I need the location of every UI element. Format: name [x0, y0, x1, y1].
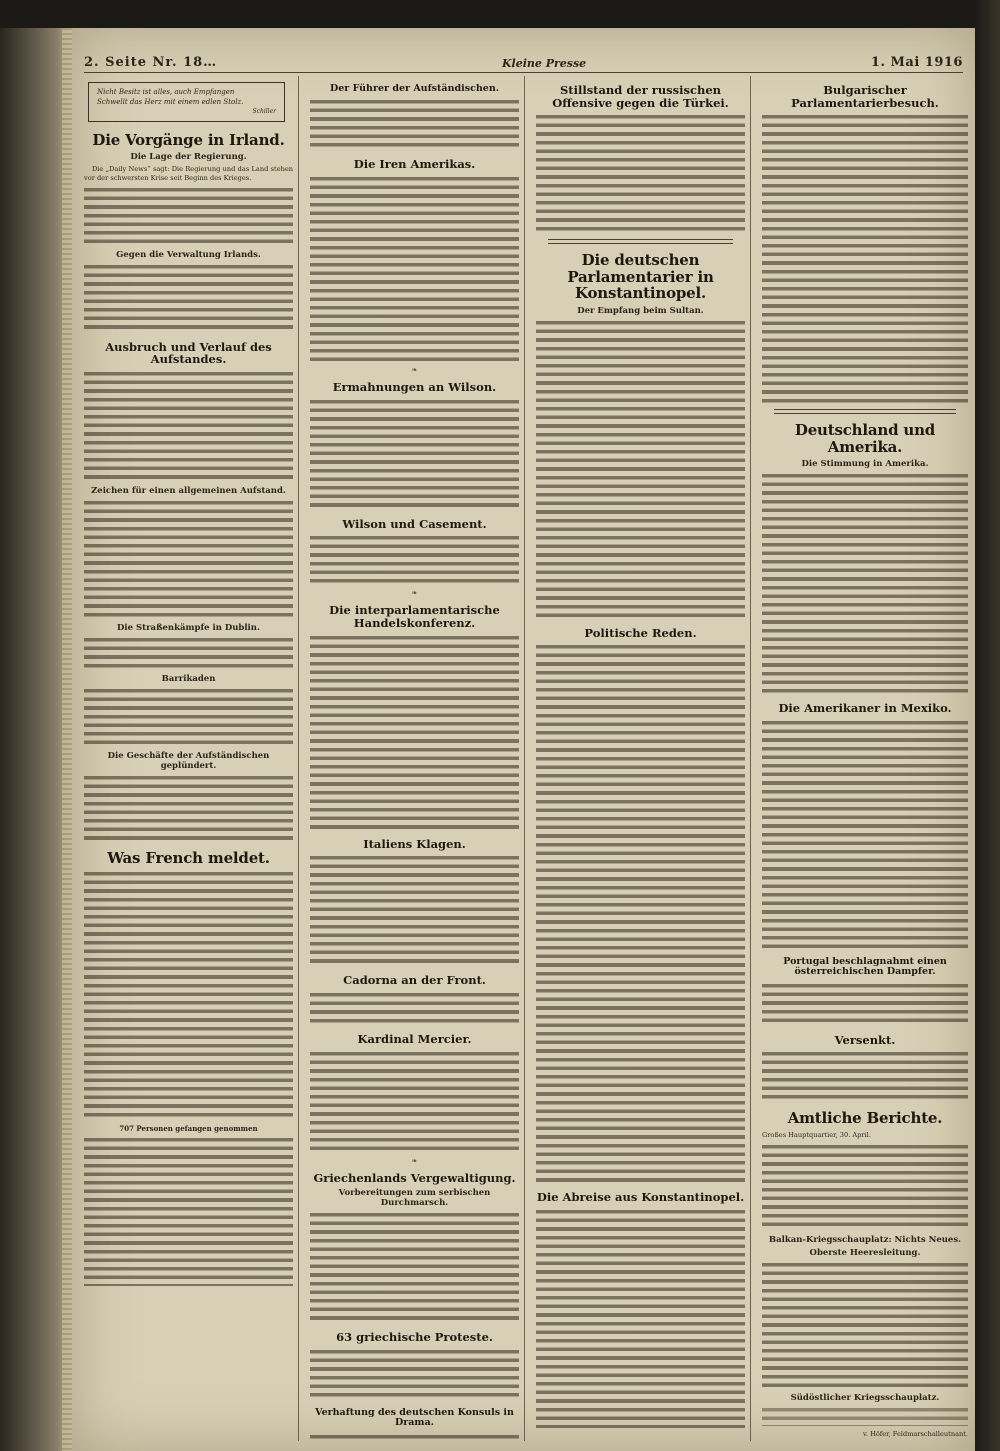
article-text-block — [762, 1143, 968, 1231]
article-text-block — [84, 870, 293, 1120]
report-signature: v. Höfer, Feldmarschalleutnant. — [862, 1429, 968, 1438]
headline-ireland: Die Vorgänge in Irland. — [92, 130, 285, 149]
article-text-block — [762, 1406, 968, 1426]
column-grid — [84, 76, 968, 1441]
headline-germany-america: Deutschland und Amerika. — [794, 421, 936, 456]
section-divider: ❧ — [411, 366, 418, 375]
headline-rebel-leader: Der Führer der Aufständischen. — [329, 83, 500, 94]
headline-french-reports: Was French meldet. — [107, 848, 270, 867]
article-text-block — [310, 534, 519, 586]
article-text-block — [310, 1050, 519, 1154]
epigraph-line-2: Schwellt das Herz mit einem edlen Stolz. — [97, 97, 244, 106]
paper-name: Kleine Presse — [501, 57, 587, 70]
headline-parliamentarians-constantinople: Die deutschen Parlamentarier in Konstantinopel. — [567, 251, 714, 303]
section-rule — [548, 239, 733, 244]
article-text-block — [310, 991, 519, 1025]
headline-greece: Griechenlands Vergewaltigung. — [313, 1170, 516, 1185]
headline-wilson-casement: Wilson und Casement. — [342, 516, 487, 531]
newspaper-page — [72, 28, 975, 1451]
article-text-block — [84, 774, 293, 842]
article-text-block — [762, 113, 968, 403]
subhead-serbian-march: Vorbereitungen zum serbischen Durchmarsch. — [338, 1188, 491, 1209]
article-text-block — [762, 472, 968, 694]
article-text-block — [536, 643, 745, 1183]
column-1 — [84, 76, 299, 1441]
article-text-block — [84, 263, 293, 333]
subhead-street-fights: Die Straßenkämpfe in Dublin. — [117, 622, 260, 633]
article-text-block — [310, 1211, 519, 1323]
headline-irish-americans: Die Iren Amerikas. — [353, 157, 476, 172]
article-text-block — [310, 634, 519, 830]
headline-cadorna: Cadorna an der Front. — [343, 973, 486, 988]
headline-consul-arrest: Verhaftung des deutschen Konsuls in Drama. — [315, 1406, 514, 1429]
headline-portugal-steamer: Portugal beschlagnahmt einen österreichischen Dampfer. — [783, 955, 947, 978]
headline-sunk: Versenkt. — [834, 1032, 896, 1047]
section-divider: ❧ — [411, 589, 418, 598]
subhead-barricades: Barrikaden — [161, 673, 216, 684]
article-text-block — [84, 186, 293, 246]
epigraph-box — [88, 82, 285, 122]
column-2 — [310, 76, 525, 1441]
section-divider: ❧ — [411, 1156, 418, 1165]
headline-uprising: Ausbruch und Verlauf des Aufstandes. — [105, 339, 272, 367]
article-text-block — [310, 98, 519, 150]
article-text-block — [762, 982, 968, 1026]
article-text-block — [310, 1348, 519, 1400]
column-3 — [536, 76, 751, 1441]
headline-trade-conference: Die interparlamentarische Handelskonferenz. — [329, 603, 500, 630]
article-text-block — [310, 175, 519, 363]
headline-official-reports: Amtliche Berichte. — [787, 1109, 943, 1128]
issue-date: 1. Mai 1916 — [870, 55, 963, 70]
page-header — [84, 46, 963, 73]
article-text-block — [762, 719, 968, 949]
article-paragraph: Die „Daily News“ sagt: Die Regierung und das Land stehen vor der schwersten Krise seit Beginn des Krieges. — [84, 165, 293, 183]
page-number: 2. Seite Nr. 18… — [84, 55, 218, 70]
article-text-block — [84, 687, 293, 747]
article-text-block — [84, 1136, 293, 1286]
headline-cardinal-mercier: Kardinal Mercier. — [357, 1031, 472, 1046]
subhead-government-situation: Die Lage der Regierung. — [130, 152, 247, 163]
subhead-america-mood: Die Stimmung in Amerika. — [801, 459, 929, 470]
headline-greek-protests: 63 griechische Proteste. — [336, 1330, 493, 1345]
article-text-block — [536, 1208, 745, 1428]
epigraph-line-1: Nicht Besitz ist alles, auch Empfangen — [97, 88, 235, 96]
caption-prisoners: 707 Personen gefangen genommen — [119, 1124, 258, 1134]
headline-political-speeches: Politische Reden. — [584, 625, 697, 640]
subhead-general-uprising: Zeichen für einen allgemeinen Aufstand. — [91, 485, 286, 496]
article-text-block — [84, 499, 293, 619]
subhead-administration: Gegen die Verwaltung Irlands. — [116, 249, 261, 260]
article-text-block — [84, 370, 293, 482]
scan-right-margin — [975, 0, 1000, 1451]
headline-bulgarian-visit: Bulgarischer Parlamentarierbesuch. — [791, 83, 939, 110]
article-text-block — [762, 1050, 968, 1102]
article-text-block — [310, 398, 519, 510]
subhead-balkan-front: Balkan-Kriegsschauplatz: Nichts Neues. — [768, 1234, 962, 1245]
book-binding-edge — [0, 0, 72, 1451]
headline-russian-offensive: Stillstand der russischen Offensive gegen die Türkei. — [552, 83, 729, 110]
headline-americans-mexico: Die Amerikaner in Mexiko. — [778, 701, 952, 716]
article-text-block — [310, 1433, 519, 1441]
epigraph-source: Schiller — [252, 107, 276, 115]
subhead-southeast-front: Südöstlicher Kriegsschauplatz. — [790, 1392, 940, 1403]
headline-wilson-warnings: Ermahnungen an Wilson. — [332, 380, 497, 395]
headline-italy-complaints: Italiens Klagen. — [363, 836, 466, 851]
article-text-block — [762, 1261, 968, 1389]
subhead-sultan-reception: Der Empfang beim Sultan. — [577, 305, 704, 316]
article-text-block — [310, 854, 519, 966]
hq-dateline: Großes Hauptquartier, 30. April. — [762, 1130, 871, 1139]
headline-departure-constantinople: Die Abreise aus Konstantinopel. — [536, 1190, 745, 1205]
column-4 — [762, 76, 973, 1441]
article-text-block — [536, 319, 745, 619]
scan-top-margin — [0, 0, 1000, 28]
section-rule — [774, 409, 956, 414]
article-text-block — [536, 113, 745, 233]
subhead-army-command: Oberste Heeresleitung. — [809, 1247, 921, 1258]
article-text-block — [84, 636, 293, 670]
subhead-plundering: Die Geschäfte der Aufständischen geplündert. — [107, 750, 270, 771]
